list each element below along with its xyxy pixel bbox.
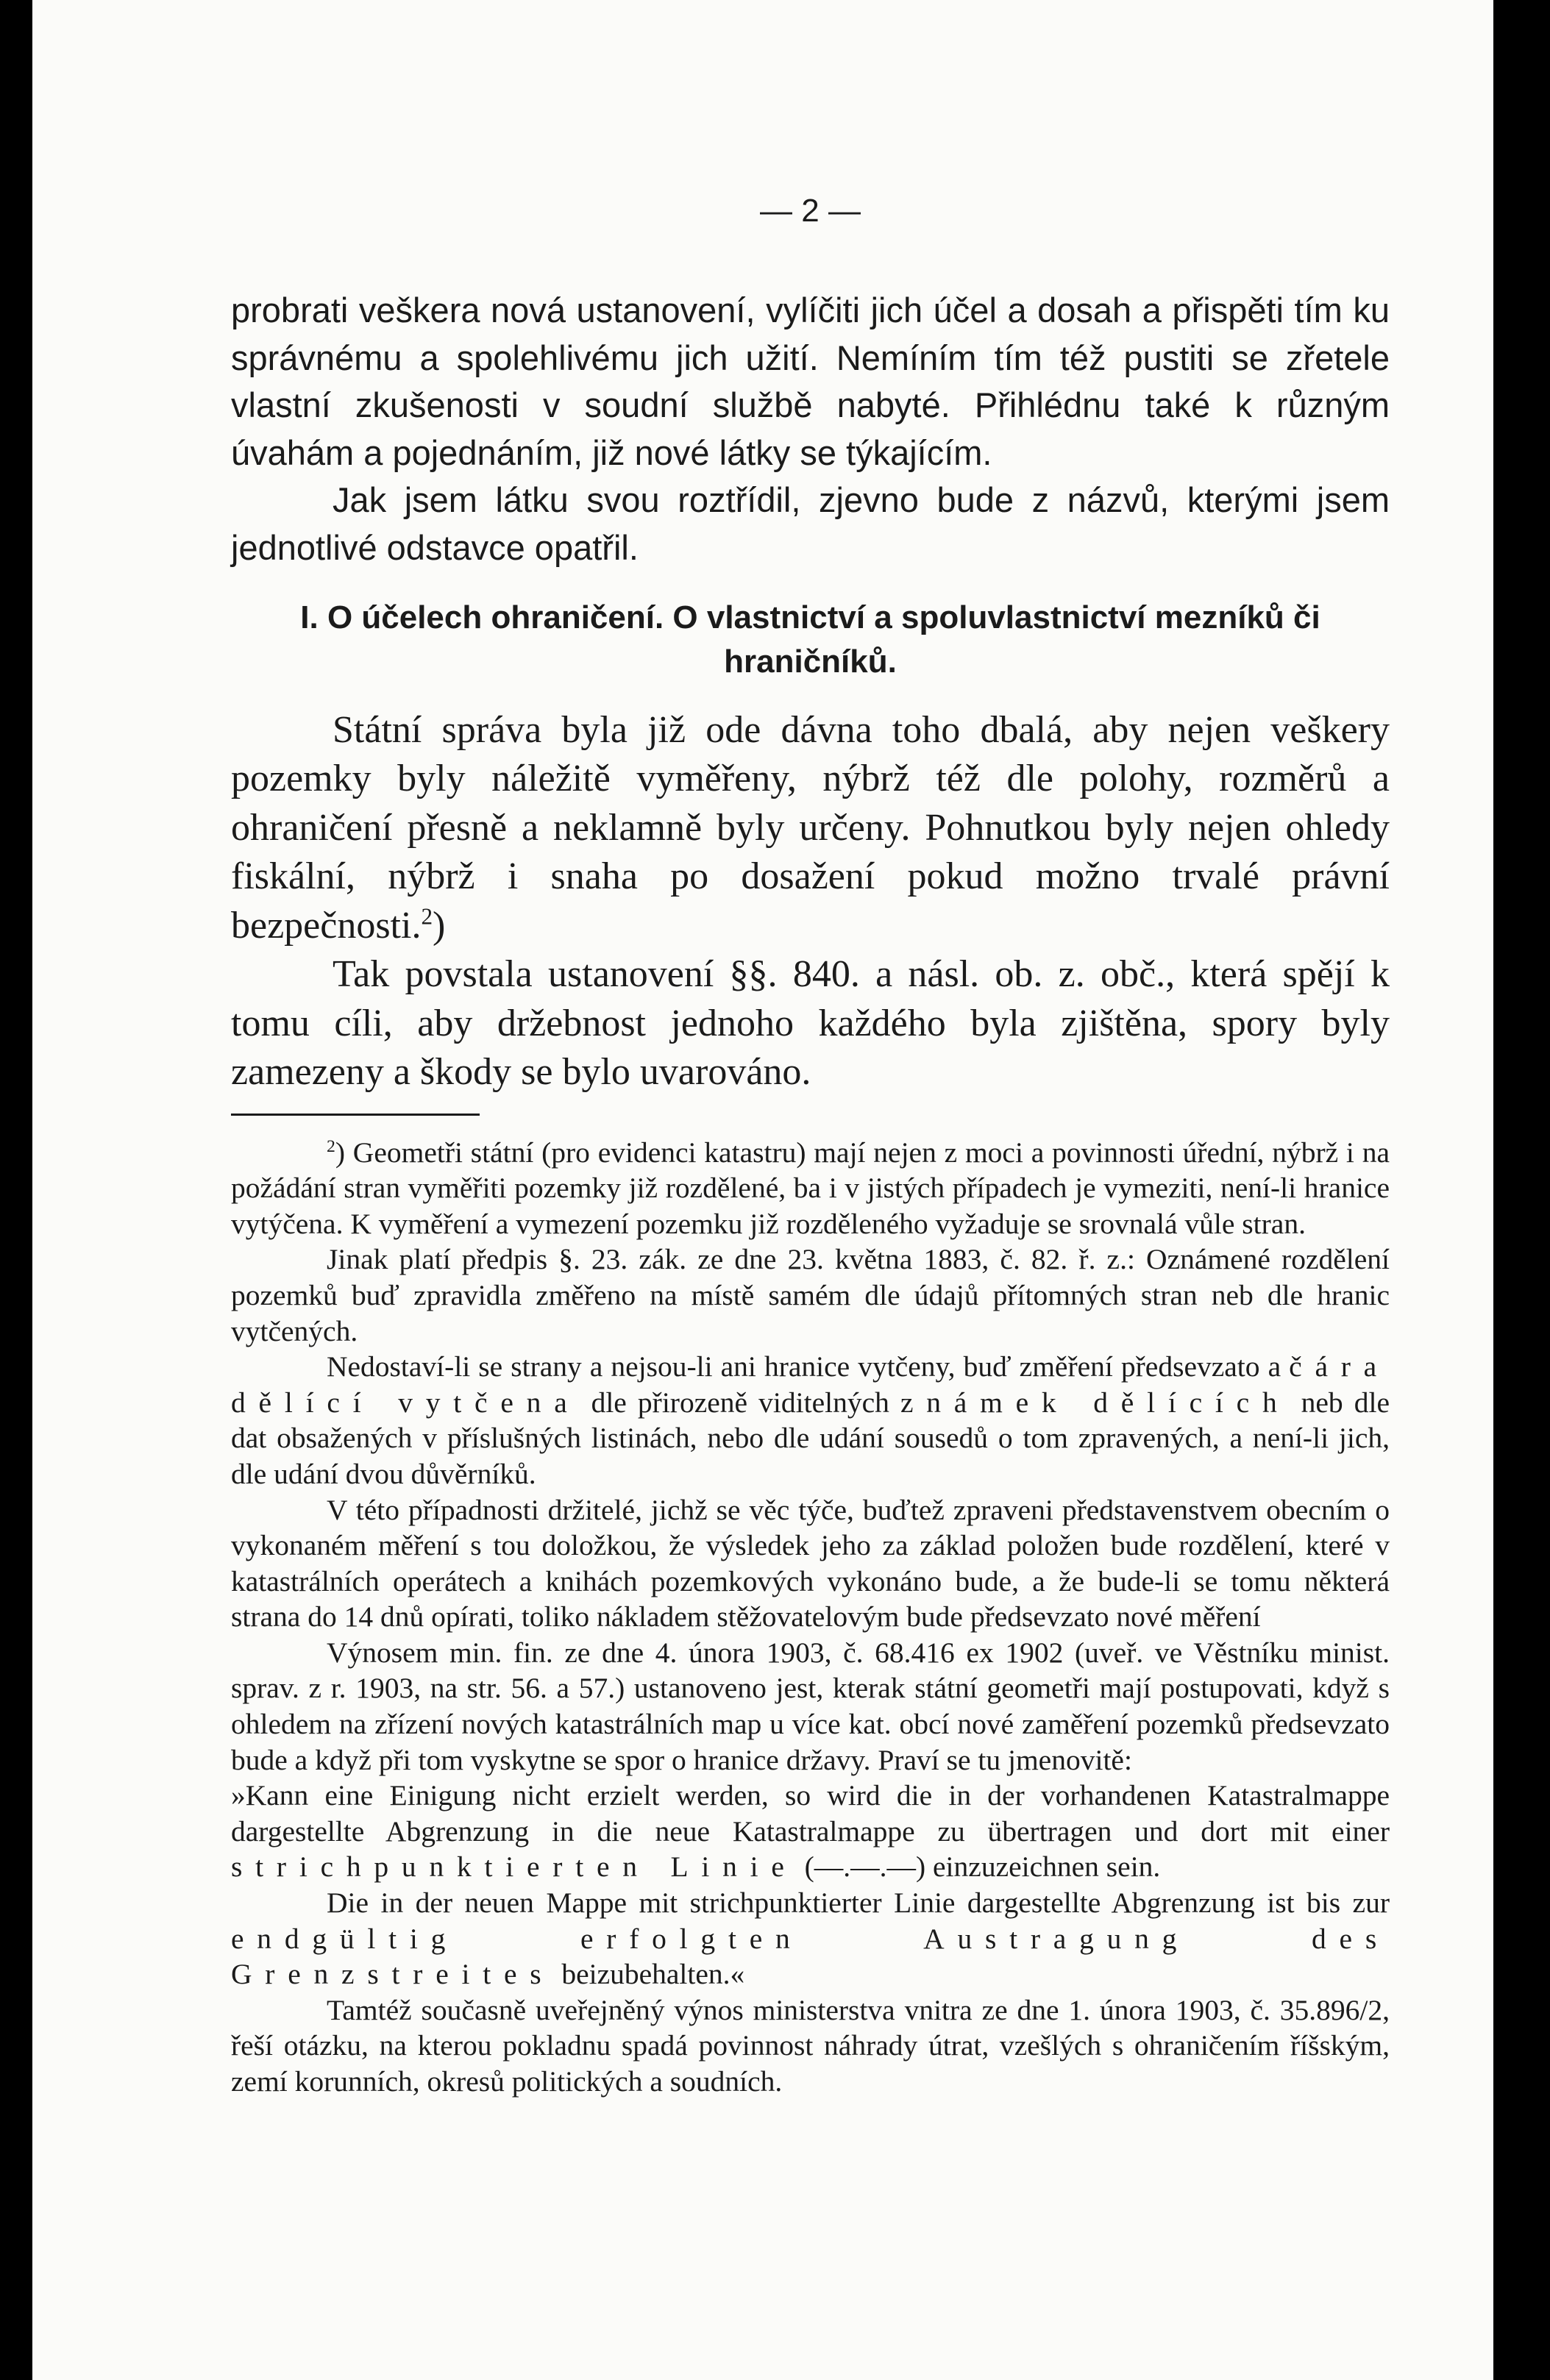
scan-edge [1493, 0, 1511, 2380]
spaced-emphasis: čára dělící vytčena [231, 1350, 1390, 1419]
footnote-paragraph: V této případnosti držitelé, jichž se věc týče, buďtež zpraveni představenstvem obecním o vykonaném měření s tou doložkou, že výsledek jeho za základ položen bude rozdělení, které v katastrálních operátech a knihách pozemkových vykonáno bude, a že bude-li se tomu některá strana do 14 dnů opírati, toliko nákladem stěžovatelovým bude předsevzato nové měření [231, 1493, 1390, 1633]
spaced-emphasis: endgültig erfolgten Austragung des Grenzstreites [231, 1922, 1390, 1991]
footnote-paragraph: Jinak platí předpis §. 23. zák. ze dne 23. května 1883, č. 82. ř. z.: Oznámené rozdělení pozemků buď zpravidla změřeno na místě samém dle údajů přítomných stran neb dle hranic vytčených. [231, 1243, 1390, 1347]
section-heading: I. O účelech ohraničení. O vlastnictví a spoluvlastnictví mezníků či hraničníků. [300, 599, 1320, 680]
footnote-paragraph: $^2$) Geometři státní (pro evidenci katastru) mají nejen z moci a povinnosti úřední, nýbrž i na požádání stran vyměřiti pozemky již rozdělené, ba i v jistých případech je vymeziti, není-li hranice vytýčena. K vyměření a vymezení pozemku již rozděleného vyžaduje se srovnalá vůle stran. [231, 1136, 1390, 1240]
spaced-emphasis: strichpunktierten Linie [231, 1850, 797, 1884]
main-paragraph: Tak povstala ustanovení §§. 840. a násl. ob. z. obč., která spějí k tomu cíli, aby držebnost jednoho každého byla zjištěna, spory byly zamezeny a škody se bylo uvarováno. [231, 953, 1390, 1094]
footnote-reference: 2 [421, 903, 433, 930]
intro-paragraph: Jak jsem látku svou roztřídil, zjevno bude z názvů, kterými jsem jednotlivé odstavce opatřil. [231, 480, 1390, 567]
footnote-quote: »Kann eine Einigung nicht erzielt werden, so wird die in der vorhandenen Katastralmappe dargestellte Abgrenzung in die neue Katastralmappe zu übertragen und dort mit einer strichpunktierten Linie (—.—.—) einzuzeichnen sein. [231, 1779, 1390, 1884]
footnote-divider [231, 1114, 480, 1116]
page-body [231, 287, 1390, 2100]
document-page [32, 0, 1511, 2380]
footnote-paragraph: Nedostaví-li se strany a nejsou-li ani hranice vytčeny, buď změření předsevzato a čára dělící vytčena dle přirozeně viditelných známek dělících neb dle dat obsažených v příslušných listinách, nebo dle udání sousedů o tom zpravených, a není-li jich, dle udání dvou důvěrníků. [231, 1350, 1390, 1490]
footnote-marker: 2 [327, 1136, 335, 1156]
footnote [231, 1135, 1390, 2100]
spaced-emphasis: známek dělících [900, 1386, 1290, 1419]
footnote-paragraph: Tamtéž současně uveřejněný výnos ministerstva vnitra ze dne 1. února 1903, č. 35.896/2, řeší otázku, na kterou pokladnu spadá povinnost náhrady útrat, vzešlých s ohraničením říšským, zemí korunních, okresů politických a soudních. [231, 1993, 1390, 2098]
page-number: — 2 — [760, 193, 861, 229]
footnote-paragraph: Výnosem min. fin. ze dne 4. února 1903, č. 68.416 ex 1902 (uveř. ve Věstníku minist. sprav. z r. 1903, na str. 56. a 57.) ustanoveno jest, kterak státní geometři mají postupovati, když s ohledem na zřízení nových katastrálních map u více kat. obcí nové zaměření pozemků předsevzato bude a když při tom vyskytne se spor o hranice državy. Praví se tu jmenovitě: [231, 1636, 1390, 1776]
intro-paragraph: probrati veškera nová ustanovení, vylíčiti jich účel a dosah a přispěti tím ku správnému a spolehlivému jich užití. Nemíním tím též pustiti se zřetele vlastní zkušenosti v soudní službě nabyté. Přihlédnu také k různým úvahám a pojednáním, již nové látky se týkajícím. [231, 291, 1390, 472]
main-paragraph: Státní správa byla již ode dávna toho dbalá, aby nejen veškery pozemky byly náležitě vyměřeny, nýbrž též dle polohy, rozměrů a ohraničení přesně a neklamně byly určeny. Pohnutkou byly nejen ohledy fiskální, nýbrž i snaha po dosažení pokud možno trvalé právní bezpečnosti.$^2$) [231, 708, 1390, 947]
main-text [231, 706, 1390, 1097]
footnote-quote: Die in der neuen Mappe mit strichpunktierter Linie dargestellte Abgrenzung ist bis zur endgültig erfolgten Austragung des Grenzstreites beizubehalten.« [231, 1886, 1390, 1991]
